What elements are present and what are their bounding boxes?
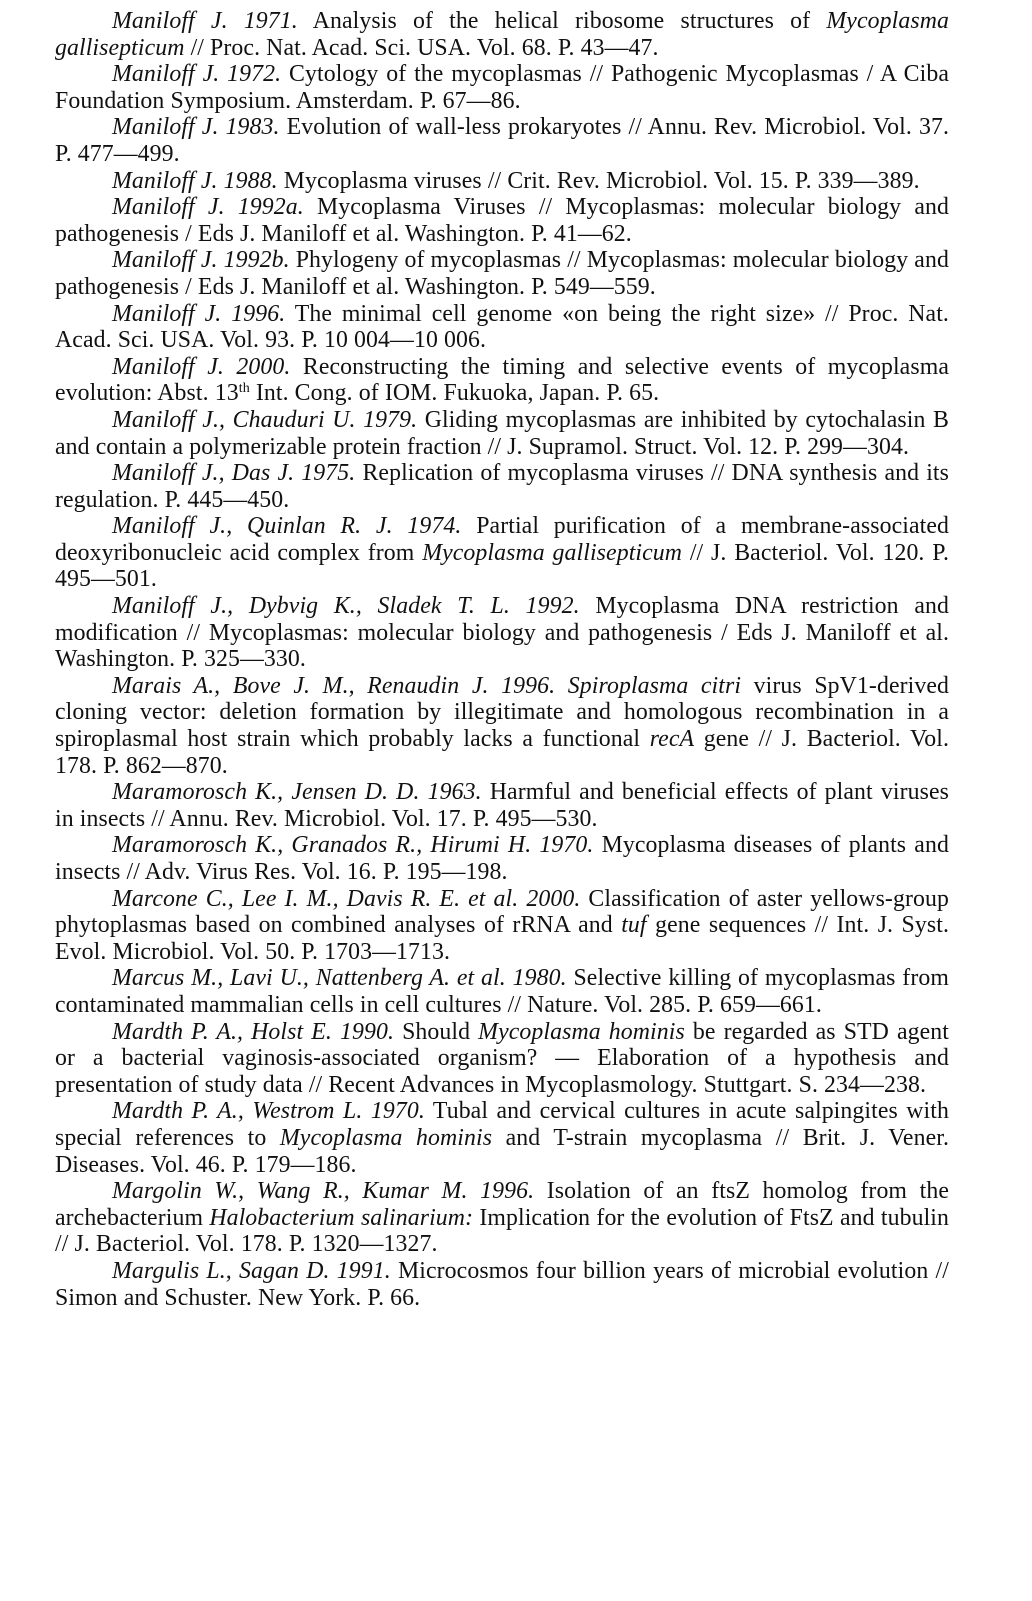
reference-authors: Maniloff J. <box>112 194 225 221</box>
reference-text: Implication for the evolution of FtsZ and tubulin // J. Bacteriol. Vol. 178. P. 1320—1327. <box>55 1204 949 1258</box>
reference-authors: Marcus M., Lavi U., Nattenberg A. et al. <box>112 965 506 992</box>
reference-authors: Mardth P. A., Westrom L. <box>112 1098 363 1125</box>
reference-text: Int. Cong. of IOM. Fukuoka, Japan. P. 65. <box>249 380 660 407</box>
reference-text: Selective killing of mycoplasmas from contaminated mammalian cells in cell cultures // Nature. Vol. 285. P. 659—661. <box>55 965 949 1018</box>
reference-text: gene // J. Bacteriol. Vol. 178. P. 862—870. <box>55 726 949 779</box>
reference-text: Gliding mycoplasmas are inhibited by cytochalasin B and contain a polymerizable protein fraction // J. Supramol. Struct. Vol. 12. P. 299—304. <box>55 406 949 460</box>
reference-entry <box>55 593 949 673</box>
reference-entry <box>55 61 949 114</box>
reference-year: 1990. <box>339 1018 395 1045</box>
reference-authors: Maniloff J. <box>112 300 222 327</box>
reference-text: Mycoplasma viruses // Crit. Rev. Microbiol. Vol. 15. P. 339—389. <box>283 167 920 194</box>
reference-authors: Maniloff J. <box>112 61 220 88</box>
reference-text: Replication of mycoplasma viruses // DNA synthesis and its regulation. P. 445—450. <box>55 460 949 513</box>
superscript: th <box>238 381 250 397</box>
reference-entry <box>55 1019 949 1099</box>
reference-text: Should <box>402 1018 479 1045</box>
italic-term: recA <box>649 726 695 753</box>
reference-list <box>55 8 949 1311</box>
reference-entry <box>55 460 949 513</box>
reference-text: Cytology of the mycoplasmas // Pathogenic Mycoplasmas / A Ciba Foundation Symposium. Amsterdam. P. 67—86. <box>55 61 949 114</box>
reference-authors: Marais A., Bove J. M., Renaudin J. <box>112 672 489 699</box>
reference-authors: Maramorosch K., Granados R., Hirumi H. <box>112 832 532 859</box>
reference-authors: Marcone C., Lee I. M., Davis R. E. et al. <box>112 885 519 912</box>
reference-text: Tubal and cervical cultures in acute salpingites with special references to <box>55 1098 949 1151</box>
reference-text: The minimal cell genome «on being the right size» // Proc. Nat. Acad. Sci. USA. Vol. 93. P. 10 004—10 006. <box>55 300 949 354</box>
reference-text: virus SpV1-derived cloning vector: deletion formation by illegitimate and homologous recombination in a spiroplasmal host strain which probably lacks a functional <box>55 672 950 753</box>
reference-text: Partial purification of a membrane-associated deoxyribonucleic acid complex from <box>55 513 949 566</box>
italic-term: Halobacterium salinarium: <box>209 1204 474 1231</box>
reference-entry <box>55 8 949 61</box>
reference-entry <box>55 965 949 1018</box>
reference-entry <box>55 194 949 247</box>
reference-year: 1983. <box>225 114 280 141</box>
reference-authors: Maniloff J., Quinlan R. J. <box>112 513 393 540</box>
reference-authors: Maniloff J., Chauduri U. <box>112 406 356 433</box>
reference-entry <box>55 886 949 966</box>
reference-text: // J. Bacteriol. Vol. 120. P. 495—501. <box>55 539 949 593</box>
reference-authors: Maniloff J. <box>112 8 228 34</box>
reference-text: Reconstructing the timing and selective events of mycoplasma evolution: Abst. 13 <box>55 353 949 407</box>
reference-year: 1972. <box>227 61 282 88</box>
reference-entry <box>55 1258 949 1311</box>
italic-term: Mycoplasma hominis <box>279 1124 493 1151</box>
italic-term: Mycoplasma gallisepticum <box>55 8 949 61</box>
reference-year: 1980. <box>512 965 567 992</box>
reference-entry <box>55 1178 949 1258</box>
reference-entry <box>55 832 949 885</box>
reference-year: 1971. <box>243 8 298 34</box>
reference-text: Isolation of an ftsZ homolog from the archebacterium <box>55 1178 949 1231</box>
reference-authors: Mardth P. A., Holst E. <box>112 1018 332 1045</box>
reference-authors: Maniloff J. <box>112 114 219 141</box>
reference-text: Microcosmos four billion years of microbial evolution // Simon and Schuster. New York. P. 66. <box>55 1257 949 1311</box>
reference-text: Mycoplasma diseases of plants and insects // Adv. Virus Res. Vol. 16. P. 195—198. <box>55 832 949 885</box>
reference-year: 1979. <box>363 406 418 433</box>
reference-year: 1974. <box>407 513 462 540</box>
reference-year: 2000. <box>236 353 291 380</box>
reference-entry <box>55 779 949 832</box>
reference-entry <box>55 407 949 460</box>
reference-authors: Maniloff J., Dybvig K., Sladek T. L. <box>112 593 510 620</box>
reference-entry <box>55 247 949 300</box>
italic-term: Spiroplasma citri <box>567 672 742 699</box>
reference-text: gene sequences // Int. J. Syst. Evol. Microbiol. Vol. 50. P. 1703—1713. <box>55 912 949 965</box>
reference-year: 1963. <box>427 779 482 806</box>
reference-text: Phylogeny of mycoplasmas // Mycoplasmas: molecular biology and pathogenesis / Eds J. Maniloff et al. Washington. P. 549—559. <box>55 247 949 300</box>
reference-entry <box>55 168 949 195</box>
reference-text: Mycoplasma Viruses // Mycoplasmas: molecular biology and pathogenesis / Eds J. Maniloff et al. Washington. P. 41—62. <box>55 194 949 247</box>
reference-body <box>284 168 920 194</box>
reference-text: Harmful and beneficial effects of plant viruses in insects // Annu. Rev. Microbiol. Vol. 17. P. 495—530. <box>55 779 949 832</box>
reference-entry <box>55 673 949 779</box>
reference-year: 1992. <box>525 593 580 620</box>
reference-text: // Proc. Nat. Acad. Sci. USA. Vol. 68. P. 43—47. <box>184 34 659 61</box>
italic-term: Mycoplasma hominis <box>478 1018 685 1045</box>
reference-authors: Maniloff J. <box>112 353 224 380</box>
reference-text: Mycoplasma DNA restriction and modification // Mycoplasmas: molecular biology and pathogenesis / Eds J. Maniloff et al. Washington. P. 325—330. <box>55 593 949 673</box>
reference-entry <box>55 354 949 407</box>
italic-term: Mycoplasma gallisepticum <box>422 539 683 566</box>
reference-year: 1975. <box>301 460 356 487</box>
reference-year: 1970. <box>370 1098 425 1125</box>
reference-year: 1996. <box>480 1178 535 1205</box>
reference-year: 1992b. <box>223 247 290 274</box>
reference-year: 1991. <box>336 1257 391 1284</box>
reference-year: 1988. <box>223 167 278 194</box>
reference-text: Analysis of the helical ribosome structures of <box>312 8 827 34</box>
reference-authors: Maniloff J. <box>112 247 218 274</box>
reference-year: 2000. <box>526 885 581 912</box>
reference-year: 1996. <box>231 300 286 327</box>
reference-entry <box>55 513 949 593</box>
reference-entry <box>55 1098 949 1178</box>
reference-year: 1992a. <box>237 194 304 221</box>
reference-entry <box>55 301 949 354</box>
reference-authors: Maramorosch K., Jensen D. D. <box>112 779 420 806</box>
reference-authors: Margolin W., Wang R., Kumar M. <box>112 1178 468 1205</box>
reference-text: be regarded as STD agent or a bacterial vaginosis-associated organism? — Elaboration of a hypothesis and presentation of study data // Recent Advances in Mycoplasmology. Stuttgart. S. 234—238. <box>55 1018 950 1098</box>
reference-authors: Maniloff J. <box>112 167 218 194</box>
reference-text: Classification of aster yellows-group phytoplasmas based on combined analyses of rRNA and <box>55 885 949 939</box>
reference-entry <box>55 114 949 167</box>
reference-year: 1970. <box>539 832 594 859</box>
reference-text: and T-strain mycoplasma // Brit. J. Vener. Diseases. Vol. 46. P. 179—186. <box>55 1124 949 1178</box>
reference-authors: Margulis L., Sagan D. <box>112 1257 330 1284</box>
reference-year: 1996. <box>501 672 556 699</box>
reference-authors: Maniloff J., Das J. <box>112 460 295 487</box>
reference-text: Evolution of wall-less prokaryotes // Annu. Rev. Microbiol. Vol. 37. P. 477—499. <box>55 114 949 167</box>
italic-term: tuf <box>621 912 647 939</box>
